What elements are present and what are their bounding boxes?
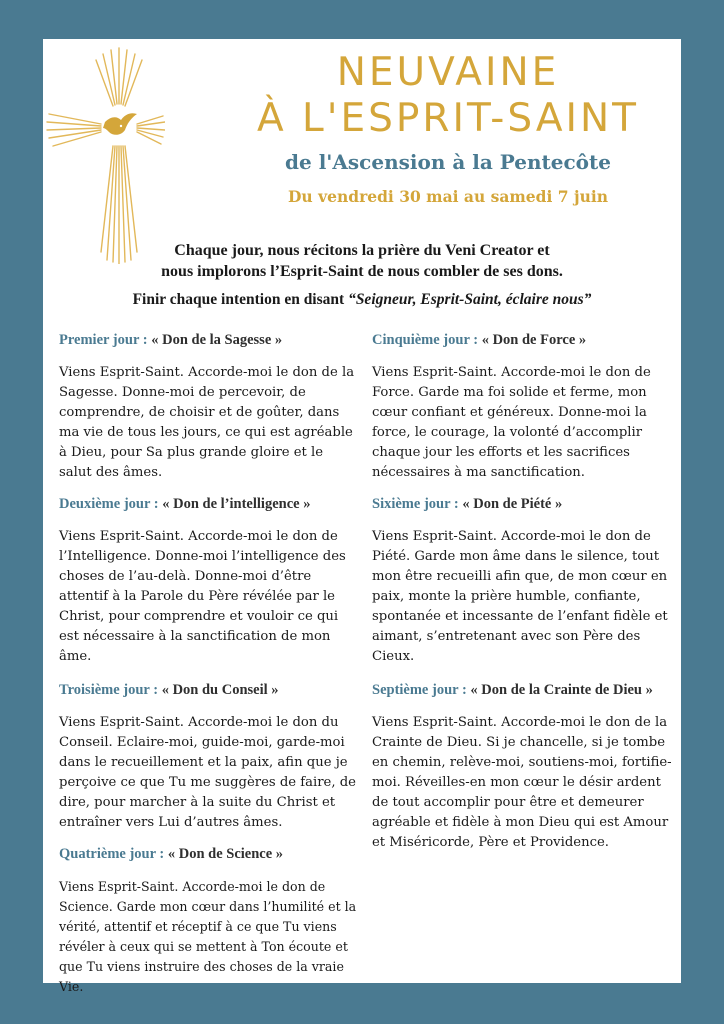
day-label: Deuxième jour : bbox=[59, 496, 159, 512]
day-label: Cinquième jour : bbox=[372, 332, 479, 348]
day-label: Sixième jour : bbox=[372, 496, 459, 512]
day-6 bbox=[372, 493, 672, 679]
left-column bbox=[59, 329, 359, 997]
day-heading bbox=[59, 843, 359, 865]
day-1 bbox=[59, 329, 359, 493]
day-gift: « Don de l’intelligence » bbox=[162, 496, 311, 512]
intro-line-1: Chaque jour, nous récitons la prière du Veni Creator et bbox=[174, 242, 550, 259]
day-heading bbox=[372, 329, 672, 351]
day-4 bbox=[59, 843, 359, 997]
intro-line-2: nous implorons l’Esprit-Saint de nous combler de ses dons. bbox=[161, 263, 563, 280]
title-line-1: NEUVAINE bbox=[336, 50, 560, 95]
day-prayer: Viens Esprit-Saint. Accorde-moi le don de Piété. Garde mon âme dans le silence, tout mon être recueilli afin que, de mon cœur en paix, monte la prière humble, confiante, spontanée et incessante de l’enfant fidèle et aimant, s’entretenant avec son Père des Cieux. bbox=[372, 529, 668, 664]
day-prayer: Viens Esprit-Saint. Accorde-moi le don de Force. Garde ma foi solide et ferme, mon cœur confiant et généreux. Donne-moi la force, le courage, la volonté d’accomplir chaque jour les efforts et les sacrifices nécessaires à ma sanctification. bbox=[372, 365, 651, 480]
day-label: Troisième jour : bbox=[59, 682, 159, 698]
day-2 bbox=[59, 493, 359, 679]
day-prayer: Viens Esprit-Saint. Accorde-moi le don de la Sagesse. Donne-moi de percevoir, de comprendre, de choisir et de goûter, dans ma vie de tous les jours, ce qui est agréable à Dieu, pour Sa plus grande gloire et le salut des âmes. bbox=[59, 365, 355, 480]
title-line-2: À L'ESPRIT-SAINT bbox=[256, 96, 639, 141]
day-3 bbox=[59, 679, 359, 843]
day-heading bbox=[372, 493, 672, 515]
subtitle: de l'Ascension à la Pentecôte bbox=[285, 150, 611, 174]
day-prayer: Viens Esprit-Saint. Accorde-moi le don de Science. Garde mon cœur dans l’humilité et la vérité, attentif et réceptif à ce que Tu viens révéler à ceux qui se mettent à Ton écoute et que Tu viens instruire des choses de la vraie Vie. bbox=[59, 879, 357, 994]
day-5 bbox=[372, 329, 672, 493]
intro-text bbox=[43, 240, 681, 282]
day-gift: « Don de Force » bbox=[481, 332, 587, 348]
right-column bbox=[372, 329, 672, 853]
day-gift: « Don du Conseil » bbox=[161, 682, 279, 698]
day-heading bbox=[59, 493, 359, 515]
day-prayer: Viens Esprit-Saint. Accorde-moi le don de la Crainte de Dieu. Si je chancelle, si je tombe en chemin, relève-moi, soutiens-moi, fortifie-moi. Réveilles-en mon cœur le désir ardent de tout accomplir pour être et demeurer agréable et fidèle à mon Dieu qui est Amour et Miséricorde, Père et Providence. bbox=[372, 715, 672, 850]
day-prayer: Viens Esprit-Saint. Accorde-moi le don de l’Intelligence. Donne-moi l’intelligence des choses de l’au-delà. Donne-moi d’être attentif à la Parole du Père révélée par le Christ, pour comprendre et vouloir ce qui est nécessaire à la sanctification de mon âme. bbox=[59, 529, 346, 664]
closing-prefix: Finir chaque intention en disant bbox=[132, 291, 349, 308]
cross-with-dove-icon bbox=[45, 42, 165, 264]
day-prayer: Viens Esprit-Saint. Accorde-moi le don du Conseil. Eclaire-moi, guide-moi, garde-moi dans le recueillement et la paix, afin que je perçoive ce que Tu me suggères de faire, de dire, pour marcher à la suite du Christ et entraîner vers Lui d’autres âmes. bbox=[59, 715, 356, 830]
day-gift: « Don de la Crainte de Dieu » bbox=[470, 682, 653, 698]
day-gift: « Don de Science » bbox=[167, 846, 284, 862]
closing-instruction bbox=[43, 291, 681, 309]
day-label: Premier jour : bbox=[59, 332, 148, 348]
day-gift: « Don de la Sagesse » bbox=[151, 332, 283, 348]
day-label: Septième jour : bbox=[372, 682, 467, 698]
day-heading bbox=[59, 679, 359, 701]
day-heading bbox=[372, 679, 672, 701]
day-heading bbox=[59, 329, 359, 351]
page-sheet bbox=[43, 39, 681, 994]
day-label: Quatrième jour : bbox=[59, 846, 165, 862]
closing-quote: “Seigneur, Esprit-Saint, éclaire nous” bbox=[348, 291, 592, 308]
date-range: Du vendredi 30 mai au samedi 7 juin bbox=[287, 187, 608, 206]
day-7 bbox=[372, 679, 672, 853]
day-gift: « Don de Piété » bbox=[462, 496, 563, 512]
